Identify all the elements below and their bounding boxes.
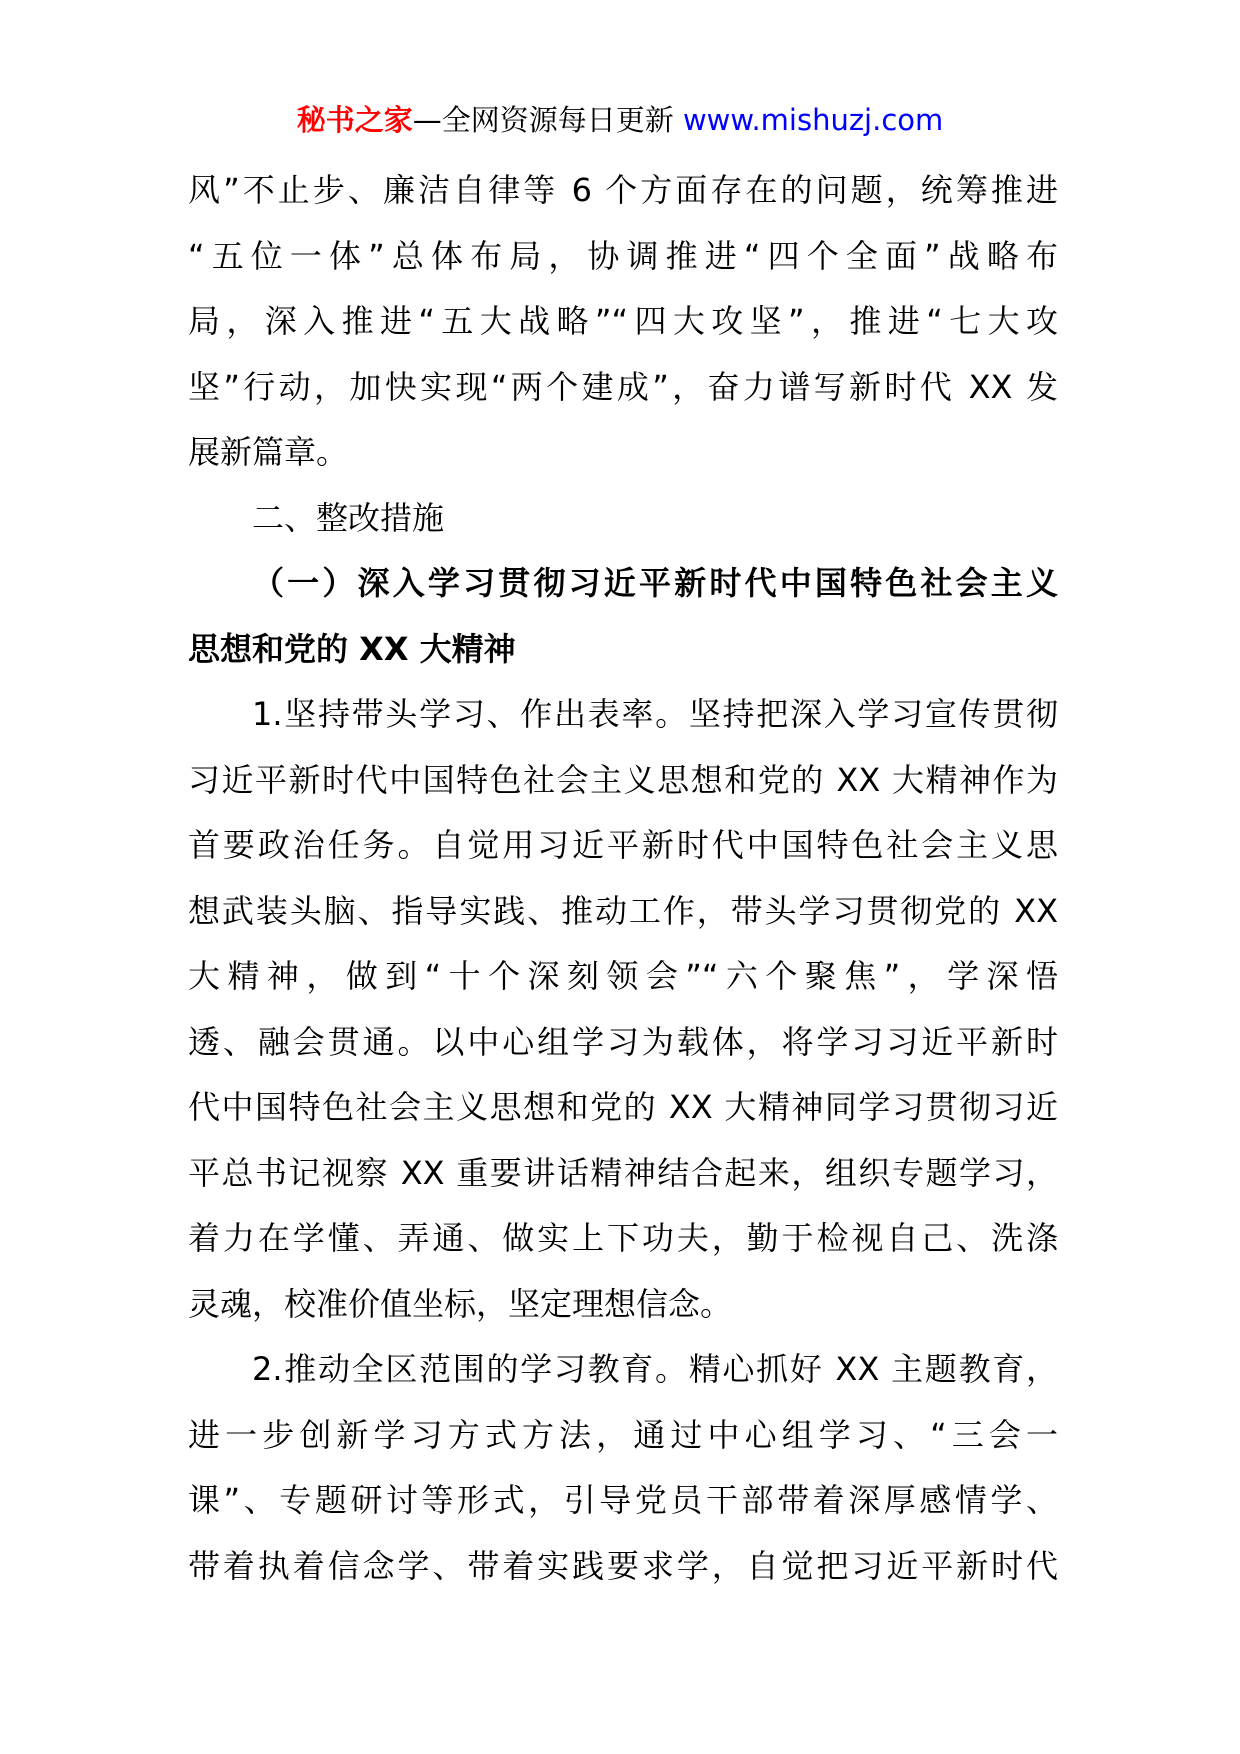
- header-tagline: —全网资源每日更新: [412, 103, 683, 137]
- text-line: 想武装头脑、指导实践、推动工作，带头学习贯彻党的 XX: [188, 891, 1058, 930]
- paragraph-start: 2.推动全区范围的学习教育。精心抓好 XX 主题教育，: [252, 1350, 1058, 1388]
- page-header: [0, 100, 1240, 140]
- text-line: 平总书记视察 XX 重要讲话精神结合起来，组织专题学习，: [188, 1153, 1058, 1192]
- subsection-heading-cont: 思想和党的 XX 大精神: [188, 629, 516, 668]
- text-line: 首要政治任务。自觉用习近平新时代中国特色社会主义思: [188, 826, 1058, 864]
- website-link[interactable]: www.mishuzj.com: [682, 103, 944, 137]
- text-line: 局，深入推进“五大战略”“四大攻坚”，推进“七大攻: [188, 302, 1058, 340]
- document-body: [188, 158, 1058, 1599]
- text-line: 进一步创新学习方式方法，通过中心组学习、“三会一: [188, 1415, 1058, 1454]
- text-line: “五位一体”总体布局，协调推进“四个全面”战略布: [188, 236, 1058, 275]
- text-line: 着力在学懂、弄通、做实上下功夫，勤于检视自己、洗涤: [188, 1219, 1058, 1257]
- paragraph-start: 1.坚持带头学习、作出表率。坚持把深入学习宣传贯彻: [252, 695, 1058, 733]
- text-line: 坚”行动，加快实现“两个建成”，奋力谱写新时代 XX 发: [188, 367, 1058, 406]
- section-heading: 二、整改措施: [252, 498, 445, 537]
- text-line: 代中国特色社会主义思想和党的 XX 大精神同学习贯彻习近: [188, 1088, 1058, 1126]
- subsection-heading: （一）深入学习贯彻习近平新时代中国特色社会主义: [252, 564, 1058, 602]
- text-line: 习近平新时代中国特色社会主义思想和党的 XX 大精神作为: [188, 760, 1058, 799]
- text-line: 风”不止步、廉洁自律等 6 个方面存在的问题，统筹推进: [188, 171, 1058, 209]
- text-line: 带着执着信念学、带着实践要求学，自觉把习近平新时代: [188, 1546, 1058, 1585]
- text-line: 灵魂，校准价值坐标，坚定理想信念。: [188, 1284, 733, 1323]
- text-line: 课”、专题研讨等形式，引导党员干部带着深厚感情学、: [188, 1481, 1058, 1519]
- brand-name: 秘书之家: [296, 103, 413, 137]
- text-line: 展新篇章。: [188, 433, 349, 471]
- text-line: 大精神，做到“十个深刻领会”“六个聚焦”，学深悟: [188, 957, 1058, 995]
- text-line: 透、融会贯通。以中心组学习为载体，将学习习近平新时: [188, 1022, 1058, 1061]
